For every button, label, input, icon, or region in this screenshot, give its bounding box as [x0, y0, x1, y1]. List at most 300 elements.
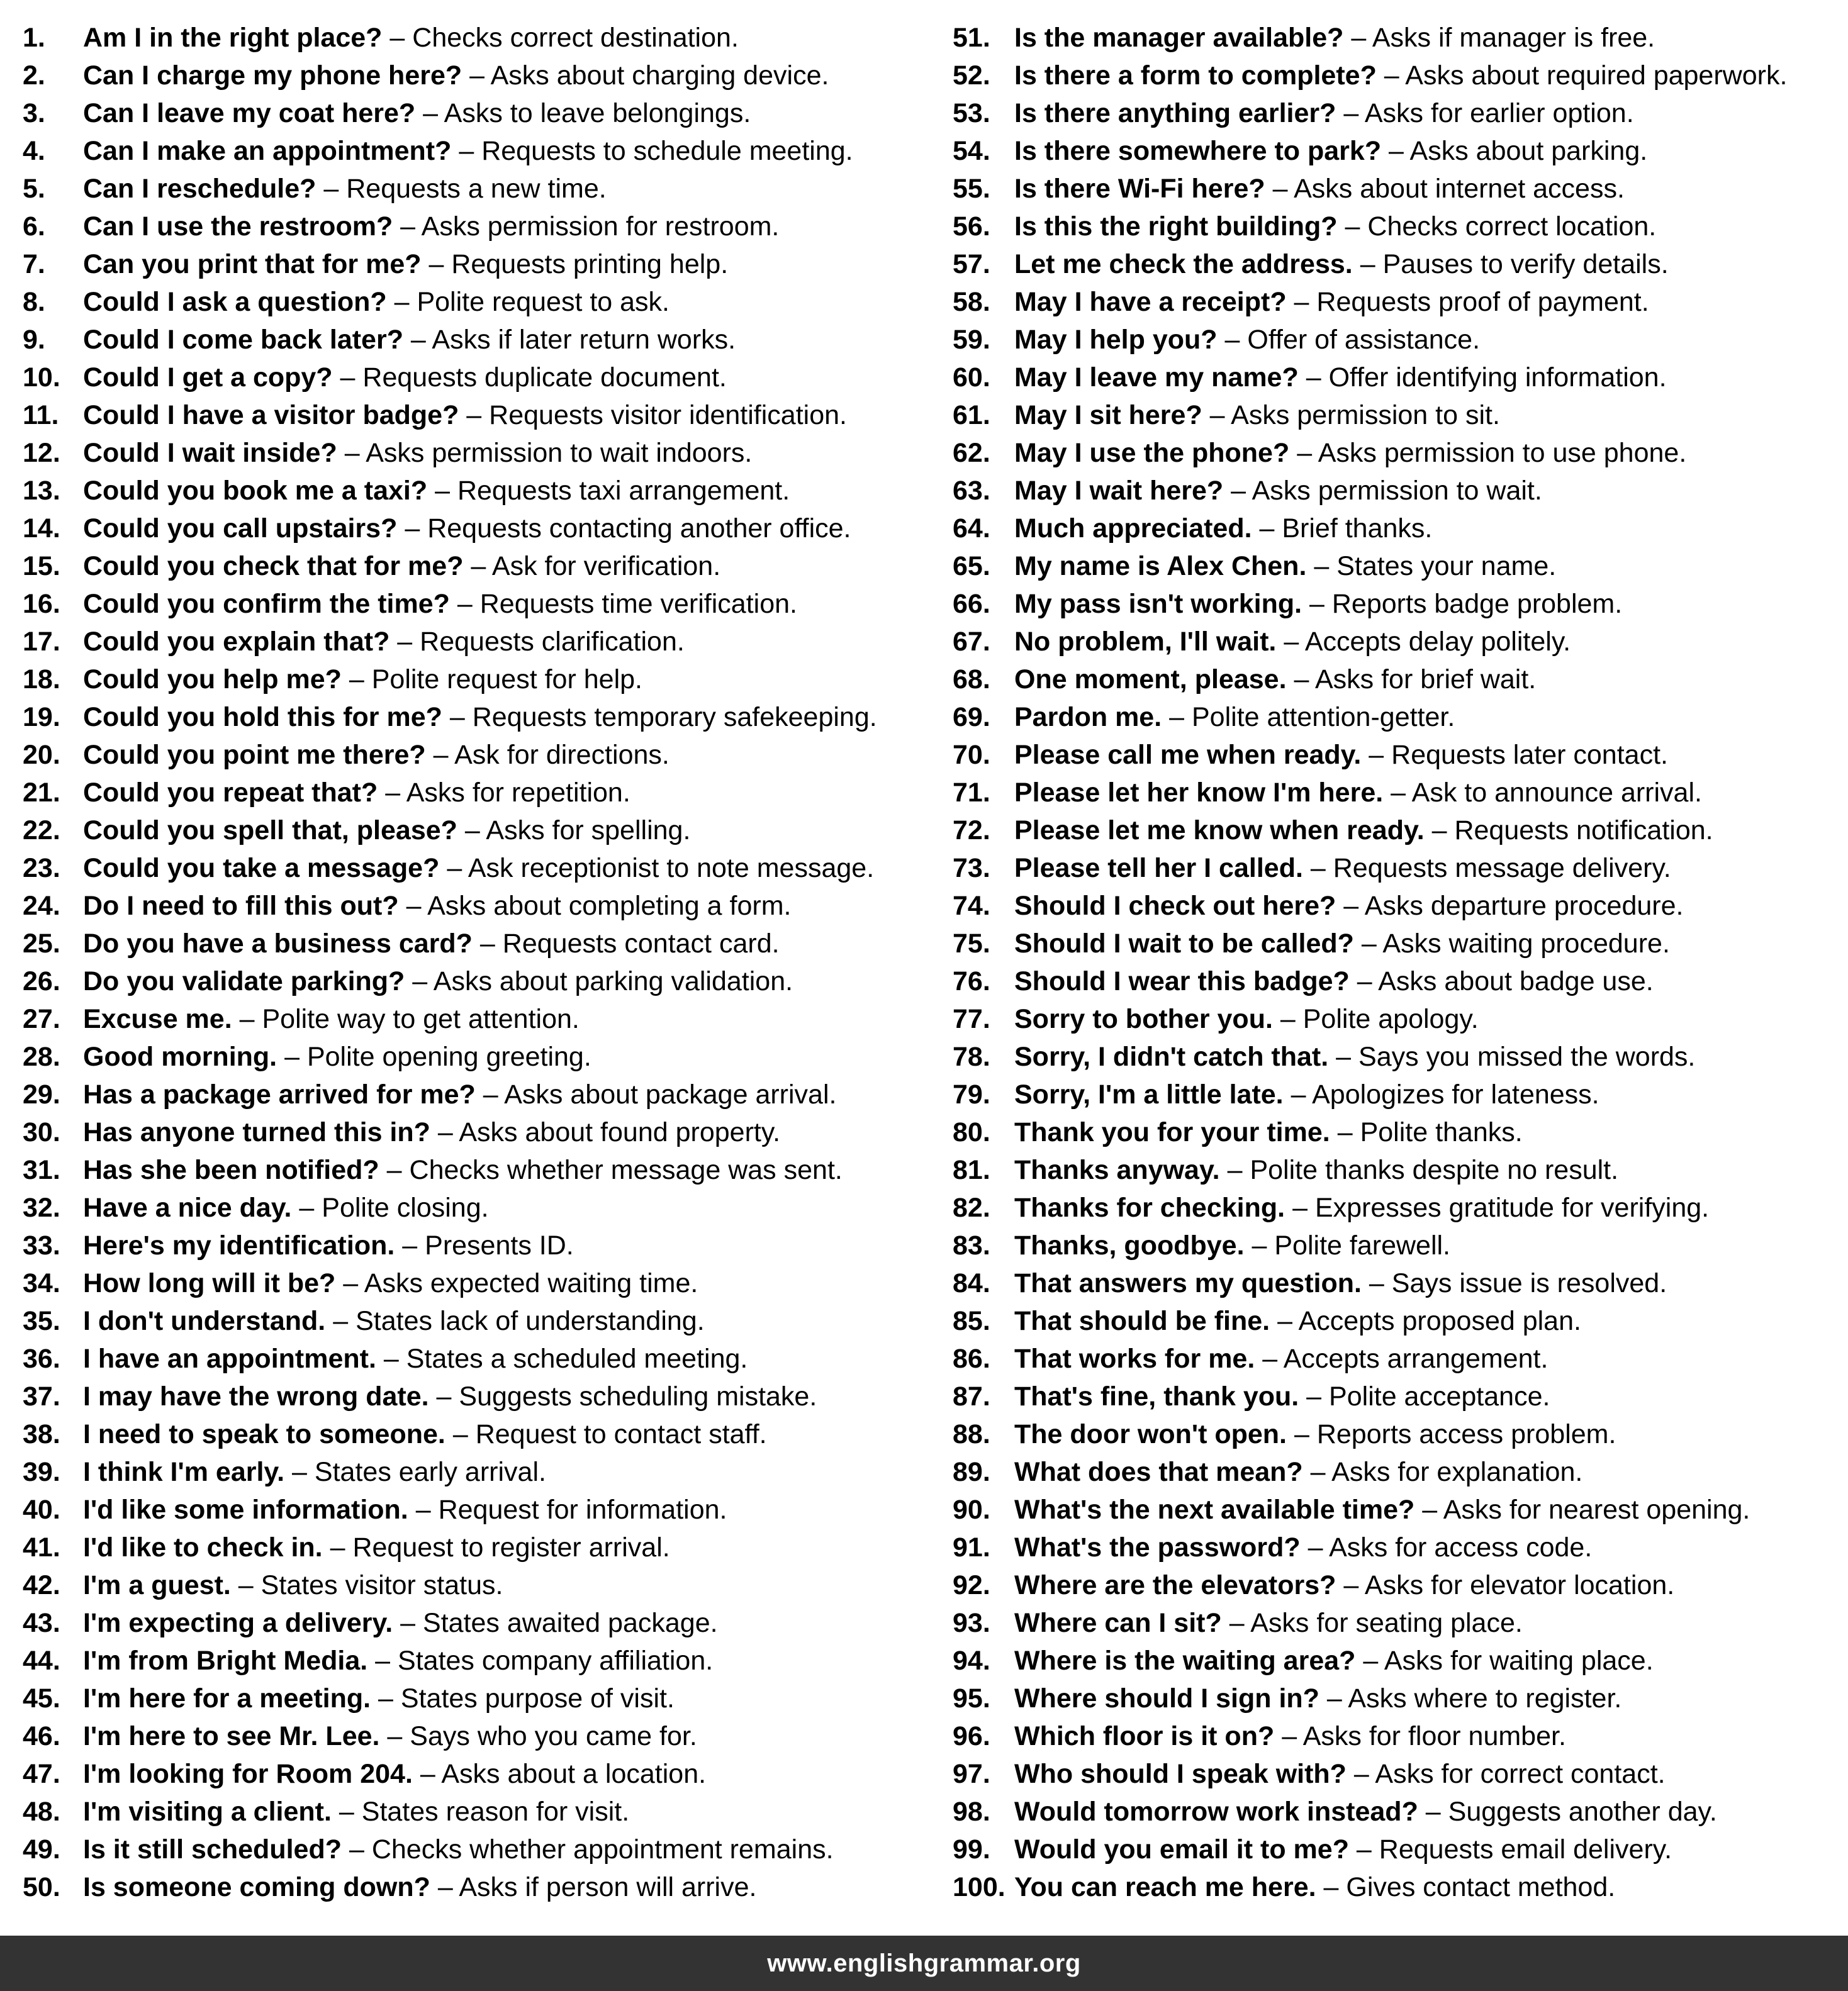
phrase-description: Checks whether message was sent. [409, 1155, 843, 1185]
phrase-description: States company affiliation. [398, 1646, 714, 1676]
item-number: 53. [953, 98, 990, 128]
phrase-description: Brief thanks. [1282, 513, 1433, 544]
item-number: 71. [953, 778, 990, 808]
phrase-item [953, 1755, 1840, 1793]
phrase-text: What does that mean? [1014, 1457, 1303, 1487]
dash-separator: – [1361, 929, 1377, 959]
phrase-description: Asks waiting procedure. [1382, 929, 1670, 959]
dash-separator: – [1169, 702, 1185, 732]
phrase-text: My name is Alex Chen. [1014, 551, 1307, 581]
dash-separator: – [1272, 174, 1288, 204]
item-number: 19. [23, 702, 60, 732]
dash-separator: – [1357, 966, 1372, 996]
phrase-item [953, 434, 1840, 472]
phrase-text: Could I wait inside? [83, 438, 337, 468]
phrase-text: I think I'm early. [83, 1457, 285, 1487]
phrase-item [23, 1491, 929, 1529]
phrase-item [23, 1680, 929, 1717]
phrase-item [23, 1793, 929, 1831]
phrase-item [23, 1264, 929, 1302]
item-number: 36. [23, 1344, 60, 1374]
phrase-item [23, 1113, 929, 1151]
dash-separator: – [452, 1419, 468, 1449]
phrase-text: Good morning. [83, 1042, 277, 1072]
phrase-text: That should be fine. [1014, 1306, 1270, 1336]
phrase-item [23, 1717, 929, 1755]
dash-separator: – [386, 1155, 402, 1185]
phrase-item [23, 736, 929, 774]
phrase-description: Requests duplicate document. [362, 362, 727, 393]
phrase-text: Can I reschedule? [83, 174, 316, 204]
phrase-item [953, 623, 1840, 661]
phrase-text: Would tomorrow work instead? [1014, 1797, 1418, 1827]
phrase-description: Polite thanks despite no result. [1250, 1155, 1619, 1185]
dash-separator: – [1280, 1004, 1296, 1034]
dash-separator: – [1351, 23, 1367, 53]
phrase-text: Is it still scheduled? [83, 1834, 342, 1865]
phrase-description: Asks for correct contact. [1375, 1759, 1666, 1789]
item-number: 73. [953, 853, 990, 883]
phrase-description: Polite closing. [322, 1193, 489, 1223]
phrase-description: Requests message delivery. [1333, 853, 1671, 883]
item-number: 9. [23, 325, 45, 355]
phrase-item [953, 1340, 1840, 1378]
phrase-item [23, 434, 929, 472]
item-number: 77. [953, 1004, 990, 1034]
phrase-item [953, 1378, 1840, 1415]
dash-separator: – [397, 627, 413, 657]
item-number: 86. [953, 1344, 990, 1374]
item-number: 54. [953, 136, 990, 166]
item-number: 43. [23, 1608, 60, 1638]
phrase-description: Accepts delay politely. [1304, 627, 1571, 657]
phrase-description: Asks where to register. [1348, 1683, 1622, 1714]
phrase-text: Thank you for your time. [1014, 1117, 1330, 1147]
phrase-description: Asks about required paperwork. [1405, 60, 1788, 91]
phrase-item [23, 396, 929, 434]
phrase-text: Where can I sit? [1014, 1608, 1222, 1638]
phrase-item [23, 245, 929, 283]
phrase-text: Could you spell that, please? [83, 815, 457, 845]
dash-separator: – [349, 664, 364, 694]
phrase-description: Asks about badge use. [1378, 966, 1654, 996]
phrase-description: Ask to announce arrival. [1411, 778, 1702, 808]
phrase-text: Excuse me. [83, 1004, 232, 1034]
dash-separator: – [344, 438, 360, 468]
phrase-text: That's fine, thank you. [1014, 1381, 1299, 1412]
dash-separator: – [1259, 513, 1275, 544]
phrase-item [23, 359, 929, 396]
phrase-description: Asks about charging device. [490, 60, 829, 91]
phrase-description: Asks about found property. [459, 1117, 781, 1147]
dash-separator: – [383, 1344, 399, 1374]
phrase-item [953, 1793, 1840, 1831]
item-number: 42. [23, 1570, 60, 1600]
phrase-item [953, 962, 1840, 1000]
dash-separator: – [400, 211, 416, 242]
phrase-text: Could you confirm the time? [83, 589, 450, 619]
phrase-description: Asks for earlier option. [1364, 98, 1634, 128]
dash-separator: – [387, 1721, 403, 1751]
phrase-description: Says issue is resolved. [1391, 1268, 1667, 1298]
dash-separator: – [1323, 1872, 1339, 1902]
item-number: 64. [953, 513, 990, 544]
phrase-description: States your name. [1336, 551, 1557, 581]
phrase-text: Could you explain that? [83, 627, 390, 657]
phrase-text: May I have a receipt? [1014, 287, 1287, 317]
phrase-description: Asks for waiting place. [1384, 1646, 1654, 1676]
dash-separator: – [410, 325, 426, 355]
phrase-description: Ask for directions. [454, 740, 669, 770]
phrase-description: States reason for visit. [361, 1797, 630, 1827]
item-number: 62. [953, 438, 990, 468]
phrase-item [23, 698, 929, 736]
dash-separator: – [1291, 1079, 1306, 1110]
item-number: 20. [23, 740, 60, 770]
phrase-text: Could you point me there? [83, 740, 426, 770]
phrase-item [953, 661, 1840, 698]
phrase-item [23, 585, 929, 623]
phrase-text: I'm from Bright Media. [83, 1646, 368, 1676]
item-number: 33. [23, 1230, 60, 1261]
phrase-description: Polite thanks. [1360, 1117, 1523, 1147]
phrase-description: States early arrival. [314, 1457, 546, 1487]
dash-separator: – [1252, 1230, 1267, 1261]
phrase-description: Requests taxi arrangement. [457, 476, 790, 506]
dash-separator: – [1345, 211, 1360, 242]
phrase-item [23, 1227, 929, 1264]
phrase-text: I'd like some information. [83, 1495, 408, 1525]
phrase-description: Offer of assistance. [1247, 325, 1481, 355]
dash-separator: – [1277, 1306, 1292, 1336]
phrase-description: Asks about a location. [441, 1759, 707, 1789]
phrase-list-left-column [23, 19, 929, 1906]
item-number: 100. [953, 1872, 1005, 1902]
phrase-text: Is the manager available? [1014, 23, 1344, 53]
item-number: 3. [23, 98, 45, 128]
item-number: 69. [953, 702, 990, 732]
phrase-text: Could you call upstairs? [83, 513, 398, 544]
phrase-description: Asks for floor number. [1302, 1721, 1566, 1751]
phrase-text: I need to speak to someone. [83, 1419, 445, 1449]
phrase-item [953, 1227, 1840, 1264]
dash-separator: – [437, 1872, 453, 1902]
phrase-description: Requests printing help. [451, 249, 729, 279]
phrase-description: Accepts proposed plan. [1298, 1306, 1581, 1336]
dash-separator: – [1389, 136, 1404, 166]
item-number: 44. [23, 1646, 60, 1676]
phrase-item [23, 661, 929, 698]
phrase-item [23, 510, 929, 547]
dash-separator: – [420, 1759, 435, 1789]
phrase-description: Presents ID. [425, 1230, 574, 1261]
phrase-text: Should I wear this badge? [1014, 966, 1350, 996]
item-number: 41. [23, 1532, 60, 1563]
phrase-description: Requests notification. [1454, 815, 1713, 845]
phrase-text: Am I in the right place? [83, 23, 383, 53]
phrase-item [953, 283, 1840, 321]
dash-separator: – [402, 1230, 418, 1261]
item-number: 58. [953, 287, 990, 317]
item-number: 29. [23, 1079, 60, 1110]
phrase-item [23, 1604, 929, 1642]
dash-separator: – [428, 249, 444, 279]
phrase-text: Thanks anyway. [1014, 1155, 1220, 1185]
phrase-description: Asks permission to wait indoors. [366, 438, 753, 468]
phrase-text: I'd like to check in. [83, 1532, 323, 1563]
phrase-text: Would you email it to me? [1014, 1834, 1349, 1865]
item-number: 7. [23, 249, 45, 279]
phrase-description: Checks correct destination. [412, 23, 739, 53]
phrase-text: Have a nice day. [83, 1193, 292, 1223]
dash-separator: – [389, 23, 405, 53]
phrase-text: Could you book me a taxi? [83, 476, 428, 506]
phrase-text: Do you validate parking? [83, 966, 405, 996]
item-number: 1. [23, 23, 45, 53]
phrase-text: Do I need to fill this out? [83, 891, 399, 921]
phrase-item [953, 1264, 1840, 1302]
dash-separator: – [299, 1193, 315, 1223]
dash-separator: – [1356, 1834, 1372, 1865]
phrase-text: Could you repeat that? [83, 778, 378, 808]
phrase-item [953, 1491, 1840, 1529]
phrase-item [23, 1453, 929, 1491]
item-number: 81. [953, 1155, 990, 1185]
phrase-description: Request for information. [438, 1495, 727, 1525]
phrase-description: Polite acceptance. [1329, 1381, 1550, 1412]
phrase-item [953, 1189, 1840, 1227]
item-number: 32. [23, 1193, 60, 1223]
phrase-description: States awaited package. [423, 1608, 718, 1638]
phrase-text: My pass isn't working. [1014, 589, 1302, 619]
phrase-item [953, 1717, 1840, 1755]
item-number: 6. [23, 211, 45, 242]
item-number: 31. [23, 1155, 60, 1185]
phrase-text: Is there Wi-Fi here? [1014, 174, 1265, 204]
item-number: 10. [23, 362, 60, 393]
phrase-item [23, 170, 929, 208]
phrase-description: Asks permission to use phone. [1318, 438, 1687, 468]
phrase-item [23, 1151, 929, 1189]
phrase-item [23, 1000, 929, 1038]
phrase-text: Has anyone turned this in? [83, 1117, 430, 1147]
item-number: 99. [953, 1834, 990, 1865]
item-number: 66. [953, 589, 990, 619]
phrase-description: Polite way to get attention. [262, 1004, 580, 1034]
phrase-text: I'm here for a meeting. [83, 1683, 371, 1714]
phrase-item [953, 170, 1840, 208]
phrase-text: How long will it be? [83, 1268, 336, 1298]
dash-separator: – [1360, 249, 1375, 279]
item-number: 91. [953, 1532, 990, 1563]
phrase-text: What's the next available time? [1014, 1495, 1415, 1525]
dash-separator: – [333, 1306, 349, 1336]
phrase-description: Ask for verification. [491, 551, 721, 581]
phrase-description: Asks for spelling. [486, 815, 691, 845]
phrase-text: Could you check that for me? [83, 551, 464, 581]
dash-separator: – [1343, 891, 1359, 921]
phrase-text: Who should I speak with? [1014, 1759, 1347, 1789]
phrase-description: Asks about package arrival. [504, 1079, 837, 1110]
phrase-item [953, 1604, 1840, 1642]
phrase-text: I have an appointment. [83, 1344, 376, 1374]
phrase-description: Requests proof of payment. [1316, 287, 1649, 317]
dash-separator: – [1294, 287, 1309, 317]
phrase-item [953, 245, 1840, 283]
phrase-item [23, 811, 929, 849]
phrase-text: Sorry, I'm a little late. [1014, 1079, 1284, 1110]
item-number: 27. [23, 1004, 60, 1034]
dash-separator: – [343, 1268, 359, 1298]
dash-separator: – [423, 98, 439, 128]
dash-separator: – [340, 362, 356, 393]
item-number: 96. [953, 1721, 990, 1751]
phrase-text: May I leave my name? [1014, 362, 1299, 393]
phrase-text: Can I charge my phone here? [83, 60, 462, 91]
phrase-item [953, 1415, 1840, 1453]
item-number: 23. [23, 853, 60, 883]
phrase-item [23, 623, 929, 661]
dash-separator: – [1391, 778, 1406, 808]
item-number: 48. [23, 1797, 60, 1827]
phrase-description: Polite request for help. [371, 664, 642, 694]
phrase-description: Asks permission to sit. [1231, 400, 1500, 430]
phrase-text: Please call me when ready. [1014, 740, 1362, 770]
item-number: 80. [953, 1117, 990, 1147]
item-number: 37. [23, 1381, 60, 1412]
item-number: 65. [953, 551, 990, 581]
phrase-item [953, 94, 1840, 132]
phrase-text: I don't understand. [83, 1306, 326, 1336]
phrase-text: Can I make an appointment? [83, 136, 452, 166]
phrase-item [23, 1566, 929, 1604]
item-number: 68. [953, 664, 990, 694]
phrase-item [23, 208, 929, 245]
phrase-item [953, 1831, 1840, 1868]
phrase-text: Could I have a visitor badge? [83, 400, 459, 430]
dash-separator: – [1343, 98, 1359, 128]
phrase-text: I'm expecting a delivery. [83, 1608, 393, 1638]
phrase-item [953, 698, 1840, 736]
phrase-description: Accepts arrangement. [1283, 1344, 1548, 1374]
phrase-item [953, 1868, 1840, 1906]
dash-separator: – [459, 136, 474, 166]
phrase-item [953, 1151, 1840, 1189]
phrase-item [953, 1302, 1840, 1340]
phrase-text: Can I use the restroom? [83, 211, 393, 242]
phrase-description: States visitor status. [260, 1570, 503, 1600]
footer-website-text: www.englishgrammar.org [767, 1949, 1081, 1977]
phrase-description: Requests a new time. [346, 174, 607, 204]
phrase-description: Asks permission for restroom. [421, 211, 780, 242]
dash-separator: – [238, 1570, 254, 1600]
phrase-item [23, 132, 929, 170]
phrase-item [23, 547, 929, 585]
item-number: 85. [953, 1306, 990, 1336]
dash-separator: – [415, 1495, 431, 1525]
item-number: 40. [23, 1495, 60, 1525]
phrase-text: I'm looking for Room 204. [83, 1759, 413, 1789]
dash-separator: – [1369, 1268, 1384, 1298]
phrase-text: Here's my identification. [83, 1230, 395, 1261]
dash-separator: – [378, 1683, 393, 1714]
dash-separator: – [239, 1004, 255, 1034]
phrase-text: Has a package arrived for me? [83, 1079, 476, 1110]
phrase-item [953, 925, 1840, 962]
dash-separator: – [435, 476, 450, 506]
dash-separator: – [449, 702, 465, 732]
item-number: 60. [953, 362, 990, 393]
item-number: 38. [23, 1419, 60, 1449]
phrase-description: Requests temporary safekeeping. [472, 702, 877, 732]
phrase-text: Which floor is it on? [1014, 1721, 1275, 1751]
phrase-text: Could you hold this for me? [83, 702, 442, 732]
phrase-item [953, 774, 1840, 811]
phrase-item [953, 1113, 1840, 1151]
item-number: 61. [953, 400, 990, 430]
phrase-text: I'm here to see Mr. Lee. [83, 1721, 380, 1751]
dash-separator: – [412, 966, 428, 996]
phrase-text: I'm visiting a client. [83, 1797, 332, 1827]
phrase-item [23, 321, 929, 359]
dash-separator: – [323, 174, 339, 204]
phrase-text: No problem, I'll wait. [1014, 627, 1277, 657]
phrase-text: Sorry, I didn't catch that. [1014, 1042, 1329, 1072]
phrase-text: That works for me. [1014, 1344, 1255, 1374]
phrase-item [953, 132, 1840, 170]
item-number: 89. [953, 1457, 990, 1487]
item-number: 90. [953, 1495, 990, 1525]
item-number: 21. [23, 778, 60, 808]
item-number: 56. [953, 211, 990, 242]
item-number: 4. [23, 136, 45, 166]
item-number: 83. [953, 1230, 990, 1261]
item-number: 26. [23, 966, 60, 996]
phrase-text: May I help you? [1014, 325, 1218, 355]
phrase-description: Asks for access code. [1329, 1532, 1593, 1563]
phrase-text: Sorry to bother you. [1014, 1004, 1273, 1034]
dash-separator: – [1384, 60, 1399, 91]
phrase-text: Please let her know I'm here. [1014, 778, 1384, 808]
phrase-text: Could I get a copy? [83, 362, 333, 393]
dash-separator: – [1282, 1721, 1297, 1751]
phrase-item [953, 57, 1840, 94]
item-number: 18. [23, 664, 60, 694]
item-number: 45. [23, 1683, 60, 1714]
item-number: 39. [23, 1457, 60, 1487]
phrase-description: Polite farewell. [1274, 1230, 1451, 1261]
dash-separator: – [385, 778, 401, 808]
phrase-description: Asks for seating place. [1250, 1608, 1523, 1638]
phrase-description: Asks for elevator location. [1364, 1570, 1675, 1600]
dash-separator: – [1326, 1683, 1342, 1714]
phrase-item [953, 1453, 1840, 1491]
dash-separator: – [469, 60, 485, 91]
phrase-text: May I use the phone? [1014, 438, 1290, 468]
dash-separator: – [1294, 664, 1309, 694]
phrase-item [23, 1076, 929, 1113]
dash-separator: – [1306, 362, 1321, 393]
item-number: 70. [953, 740, 990, 770]
item-number: 11. [23, 400, 59, 430]
phrase-description: Asks for repetition. [406, 778, 630, 808]
item-number: 2. [23, 60, 45, 91]
phrase-item [953, 208, 1840, 245]
phrase-text: The door won't open. [1014, 1419, 1287, 1449]
phrase-description: Asks expected waiting time. [364, 1268, 698, 1298]
phrase-item [953, 1529, 1840, 1566]
phrase-description: States a scheduled meeting. [406, 1344, 748, 1374]
